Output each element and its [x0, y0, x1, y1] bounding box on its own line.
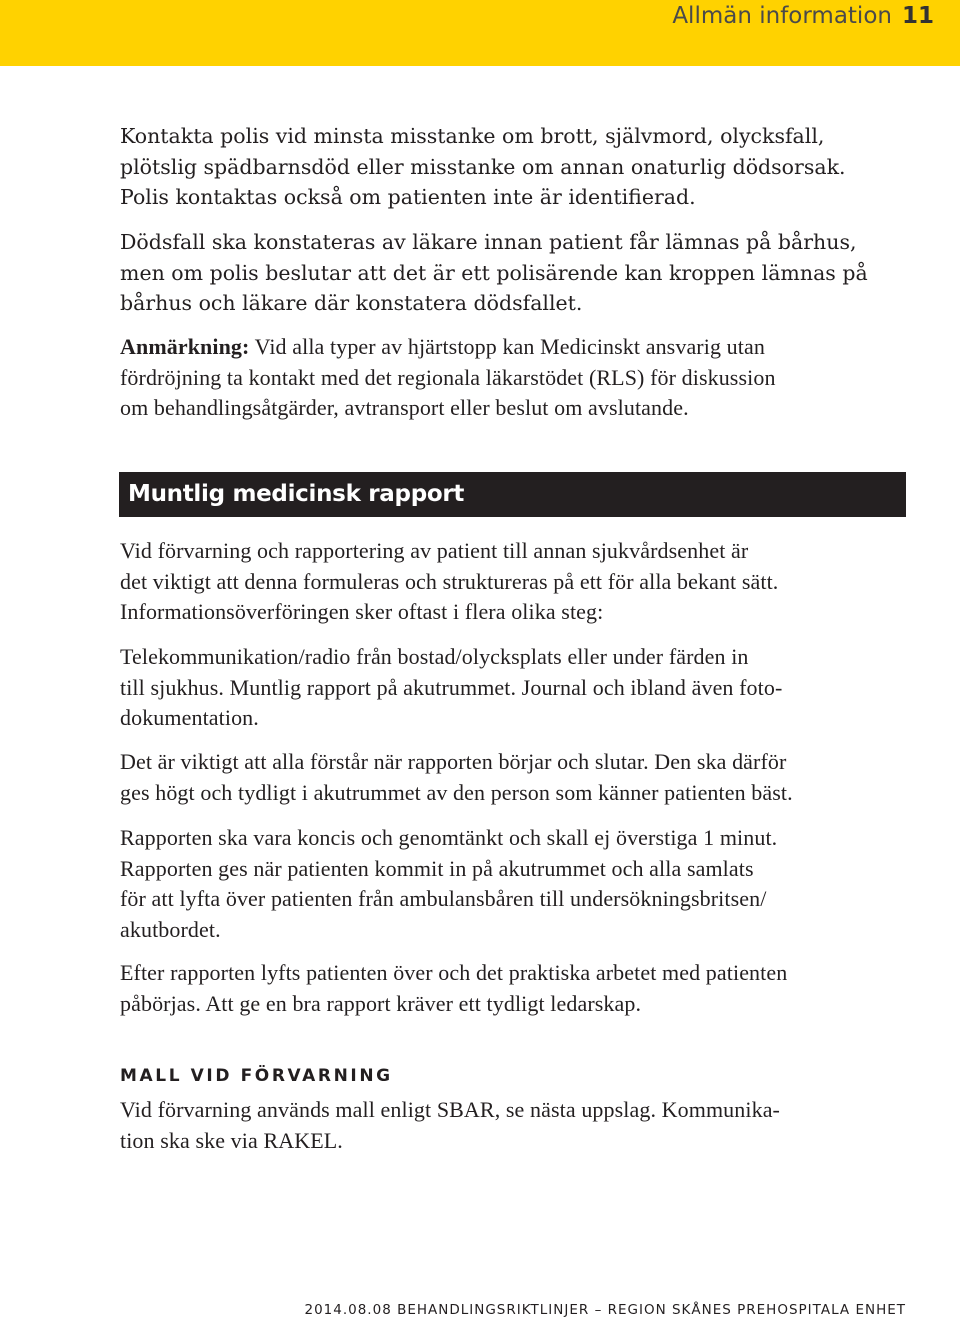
header-section-title: Allmän information — [672, 3, 892, 29]
text-line: till sjukhus. Muntlig rapport på akutrummet. Journal och ibland även foto- — [120, 674, 783, 700]
subsection-paragraph — [120, 1095, 920, 1156]
section-paragraph — [120, 747, 920, 808]
running-header — [672, 0, 934, 32]
section-heading-bar — [119, 472, 906, 517]
section-paragraph — [120, 823, 920, 945]
text-line: Telekommunikation/radio från bostad/olycksplats eller under färden in — [120, 644, 749, 669]
text-line: ges högt och tydligt i akutrummet av den person som känner patienten bäst. — [120, 779, 793, 805]
text-line: Informationsöverföringen sker oftast i flera olika steg: — [120, 599, 604, 624]
text-line: dokumentation. — [120, 705, 259, 730]
subsection-heading: MALL VID FÖRVARNING — [120, 1066, 393, 1086]
text-line: fördröjning ta kontakt med det regionala läkarstödet (RLS) för diskussion — [120, 364, 776, 390]
note-paragraph — [120, 332, 920, 424]
text-line: det viktigt att denna formuleras och struktureras på ett för alla bekant sätt. — [120, 568, 779, 594]
text-line: Kontakta polis vid minsta misstanke om brott, självmord, olycksfall, — [120, 124, 825, 148]
note-label: Anmärkning: — [120, 334, 250, 359]
section-paragraph — [120, 536, 920, 628]
section-paragraph — [120, 642, 920, 734]
text-line: Vid alla typer av hjärtstopp kan Medicinskt ansvarig utan — [249, 334, 765, 359]
text-line: Dödsfall ska konstateras av läkare innan patient får lämnas på bårhus, — [120, 230, 857, 254]
text-line: Vid förvarning och rapportering av patient till annan sjukvårdsenhet är — [120, 538, 749, 563]
text-line: Efter rapporten lyfts patienten över och det praktiska arbetet med patienten — [120, 960, 788, 985]
text-line: Rapporten ges när patienten kommit in på akutrummet och alla samlats — [120, 855, 754, 881]
text-line: akutbordet. — [120, 916, 221, 942]
header-band — [0, 0, 960, 66]
text-line: om behandlingsåtgärder, avtransport eller beslut om avslutande. — [120, 395, 689, 420]
text-line: för att lyfta över patienten från ambulansbåren till undersökningsbritsen/ — [120, 886, 767, 911]
intro-paragraph-death — [120, 227, 920, 319]
section-title: Muntlig medicinsk rapport — [128, 481, 465, 507]
text-line: men om polis beslutar att det är ett polisärende kan kroppen lämnas på — [120, 260, 868, 285]
text-line: plötslig spädbarnsdöd eller misstanke om annan onaturlig dödsorsak. — [120, 154, 846, 179]
text-line: tion ska ske via RAKEL. — [120, 1127, 343, 1153]
text-line: Rapporten ska vara koncis och genomtänkt och skall ej överstiga 1 minut. — [120, 825, 778, 850]
text-line: Det är viktigt att alla förstår när rapporten börjar och slutar. Den ska därför — [120, 749, 787, 774]
text-line: påbörjas. Att ge en bra rapport kräver ett tydligt ledarskap. — [120, 990, 642, 1016]
intro-paragraph-police — [120, 121, 920, 213]
text-line: Polis kontaktas också om patienten inte är identifierad. — [120, 185, 696, 209]
section-paragraph — [120, 958, 920, 1019]
page-number: 11 — [901, 3, 934, 29]
page-footer: 2014.08.08 BEHANDLINGSRIKTLINJER – REGION SKÅNES PREHOSPITALA ENHET — [304, 1302, 906, 1318]
text-line: Vid förvarning används mall enligt SBAR, se nästa uppslag. Kommunika- — [120, 1097, 780, 1122]
text-line: bårhus och läkare där konstatera dödsfallet. — [120, 291, 583, 315]
